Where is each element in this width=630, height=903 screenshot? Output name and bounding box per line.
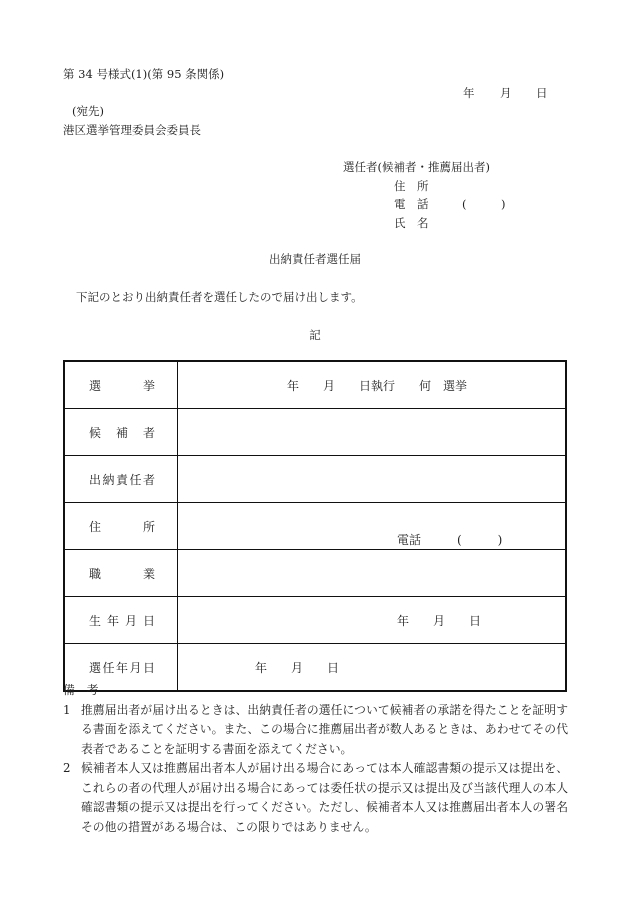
note-text: 候補者本人又は推薦届出者本人が届け出る場合にあっては本人確認書類の提示又は提出を、これらの者の代理人が届け出る場合にあっては委任状の提示又は提出及び当該代理人の本人確認書類の提示又は提出を行ってください。ただし、候補者本人又は推薦届出者本人の署名その他の措置がある場合は、この限りではありません。 xyxy=(81,761,568,834)
intro-text: 下記のとおり出納責任者を選任したので届け出します。 xyxy=(76,290,363,304)
note-text: 推薦届出者が届け出るときは、出納責任者の選任について候補者の承諾を得たことを証明する書面を添えてください。また、この場合に推薦届出者が数人あるときは、あわせてその代表者であることを証明する書面を添えてください。 xyxy=(81,702,568,756)
treasurer-value-cell xyxy=(178,456,567,503)
occupation-row xyxy=(64,550,566,597)
notes xyxy=(63,681,568,837)
election-value: 年 月 日執行 何 選挙 xyxy=(287,379,468,393)
note-number: 2 xyxy=(63,761,71,775)
election-label: 選挙 xyxy=(89,378,155,393)
form-number: 第 34 号様式(1)(第 95 条関係) xyxy=(63,67,225,81)
address-value-cell xyxy=(178,503,567,550)
document-title: 出納責任者選任届 xyxy=(269,252,361,266)
election-value-cell xyxy=(178,361,567,409)
note-item xyxy=(63,759,568,837)
appointer-title: 選任者(候補者・推薦届出者) xyxy=(343,160,490,174)
occupation-value-cell xyxy=(178,550,567,597)
birthdate-label: 生年月日 xyxy=(89,613,155,628)
date-day-label: 日 xyxy=(536,86,548,100)
candidate-value-cell xyxy=(178,409,567,456)
treasurer-label: 出納責任者 xyxy=(89,472,155,487)
birthdate-row xyxy=(64,597,566,644)
occupation-label: 職業 xyxy=(89,566,155,581)
treasurer-row xyxy=(64,456,566,503)
appointer-phone-label: 電 話 xyxy=(394,197,429,211)
addressee: 港区選挙管理委員会委員長 xyxy=(63,123,201,137)
date-year-label: 年 xyxy=(463,86,475,100)
form-table xyxy=(63,360,567,692)
address-row xyxy=(64,503,566,550)
candidate-row xyxy=(64,409,566,456)
appoint-date-label: 選任年月日 xyxy=(89,660,155,675)
notes-heading: 備 考 xyxy=(63,683,99,697)
addressee-label: (宛先) xyxy=(72,104,104,118)
address-phone: 電話 ( ) xyxy=(397,533,503,547)
appointer-name-label: 氏 名 xyxy=(394,216,429,230)
address-label: 住所 xyxy=(89,519,155,534)
candidate-label: 候補者 xyxy=(89,425,155,440)
appoint-date-value: 年 月 日 xyxy=(255,661,340,675)
note-item xyxy=(63,701,568,760)
birthdate-value: 年 月 日 xyxy=(397,614,482,628)
appointer-address-label: 住 所 xyxy=(394,179,429,193)
appointer-phone-parens: ( ) xyxy=(462,197,506,211)
birthdate-value-cell xyxy=(178,597,567,644)
note-number: 1 xyxy=(63,702,71,717)
date-month-label: 月 xyxy=(500,86,512,100)
ki-label: 記 xyxy=(309,328,321,342)
election-row xyxy=(64,361,566,409)
